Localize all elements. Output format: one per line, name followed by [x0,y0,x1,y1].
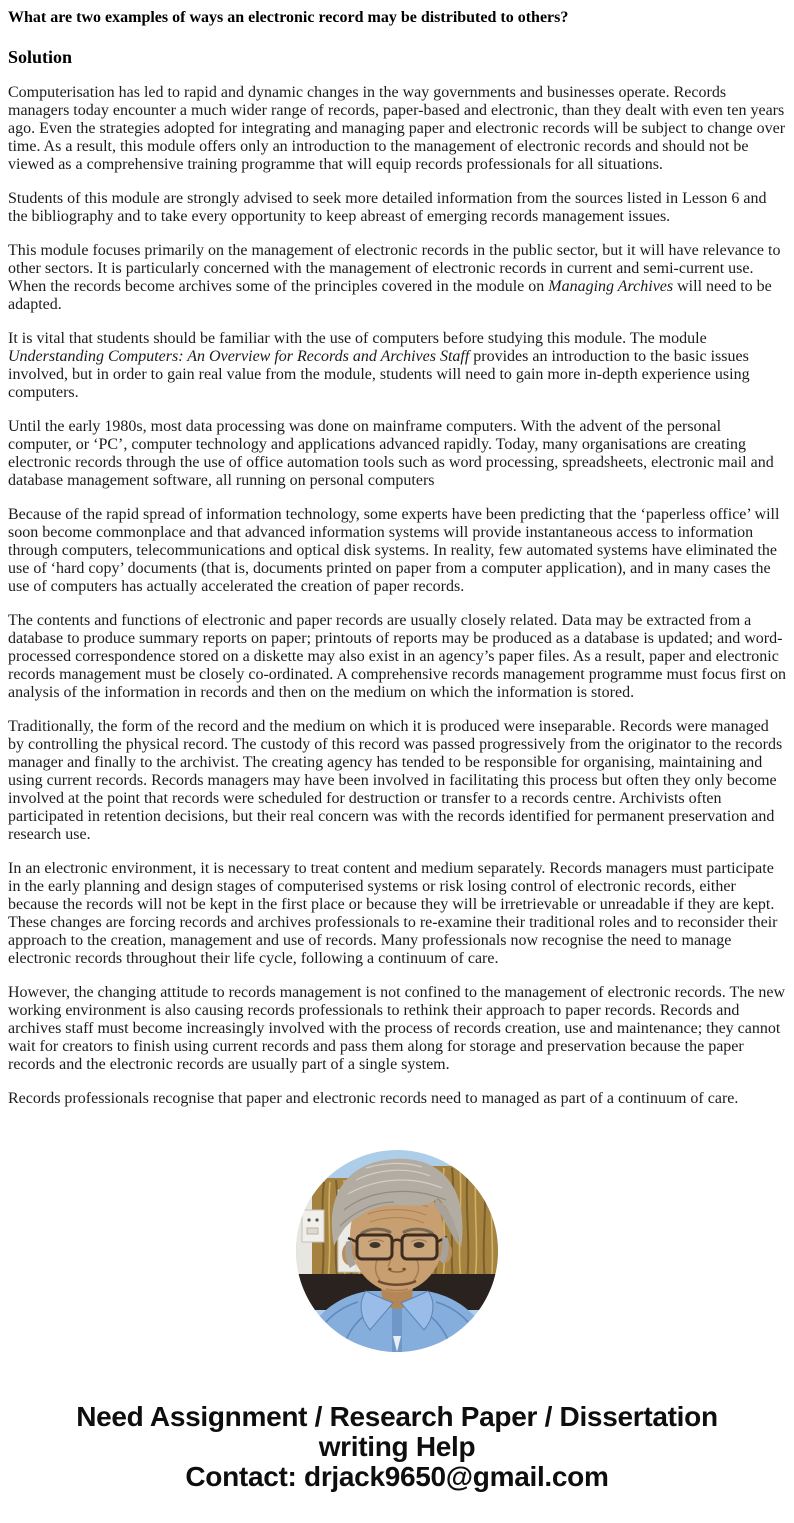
portrait-photo [8,1150,786,1352]
help-banner [8,1402,786,1492]
paragraph-10: However, the changing attitude to records management is not confined to the management of electronic records. The new working environment is also causing records professionals to rethink their approach to paper records. Records and archives staff must become increasingly involved with the process of records creation, use and maintenance; they cannot wait for creators to finish using current records and pass them along for storage and preservation because the paper records and the electronic records are usually part of a single system. [8,984,786,1073]
banner-line-1: Need Assignment / Research Paper / Dissertation [76,1401,718,1432]
contact-line: Contact: drjack9650@gmail.com [185,1461,609,1492]
solution-heading: Solution [8,47,73,67]
paragraph-4 [8,330,786,402]
paragraph-3 [8,242,786,314]
text-run: It is vital that students should be familiar with the use of computers before studying this module. The module [8,330,707,347]
italic-module-title: Understanding Computers: An Overview for Records and Archives Staff [8,348,470,365]
question-title: What are two examples of ways an electronic record may be distributed to others? [8,9,569,26]
paragraph-2: Students of this module are strongly advised to seek more detailed information from the sources listed in Lesson 6 and the bibliography and to take every opportunity to keep abreast of emerging records management issues. [8,190,767,225]
portrait-photo-image [296,1150,498,1352]
paragraph-6: Because of the rapid spread of information technology, some experts have been predicting that the ‘paperless office’ will soon become commonplace and that advanced information systems will provide instantaneous access to information through computers, telecommunications and optical disk systems. In reality, few automated systems have eliminated the use of ‘hard copy’ documents (that is, documents printed on paper from a computer application), and in many cases the use of computers has actually accelerated the creation of paper records. [8,506,780,595]
paragraph-11: Records professionals recognise that paper and electronic records need to managed as part of a continuum of care. [8,1090,739,1107]
italic-module-title: Managing Archives [548,278,674,295]
photo-socket [302,1210,324,1242]
paragraph-1: Computerisation has led to rapid and dynamic changes in the way governments and businesses operate. Records managers today encounter a much wider range of records, paper-based and electronic, than they dealt with even ten years ago. Even the strategies adopted for integrating and managing paper and electronic records will be subject to change over time. As a result, this module offers only an introduction to the management of electronic records and should not be viewed as a comprehensive training programme that will equip records professionals for all situations. [8,84,786,173]
article-body [8,84,786,1108]
text-run: provides an introduction to the basic issues involved, but in order to gain real value from the module, students will need to gain more in-depth experience using computers. [8,348,750,401]
banner-line-2: writing Help [318,1431,476,1462]
text-run: This module focuses primarily on the management of electronic records in the public sector, but it will have relevance to other sectors. It is particularly concerned with the management of electronic records in current and semi-current use. When the records become archives some of the principles covered in the module on [8,242,781,295]
paragraph-9: In an electronic environment, it is necessary to treat content and medium separately. Records managers must participate in the early planning and design stages of computerised systems or risk losing control of electronic records, either because the records will not be kept in the first place or because they will be irretrievable or unreadable if they are kept. These changes are forcing records and archives professionals to re-examine their traditional roles and to reconsider their approach to the creation, management and use of records. Many professionals now recognise the need to manage electronic records throughout their life cycle, following a continuum of care. [8,860,778,967]
paragraph-8: Traditionally, the form of the record and the medium on which it is produced were inseparable. Records were managed by controlling the physical record. The custody of this record was passed progressively from the originator to the records manager and finally to the archivist. The creating agency has tended to be responsible for organising, maintaining and using current records. Records managers may have been involved in facilitating this process but often they only become involved at the point that records were scheduled for destruction or transfer to a records centre. Archivists often participated in retention decisions, but their real concern was with the records identified for permanent preservation and research use. [8,718,783,843]
paragraph-7: The contents and functions of electronic and paper records are usually closely related. Data may be extracted from a database to produce summary reports on paper; printouts of reports may be produced as a database is updated; and word-processed correspondence stored on a diskette may also exist in an agency’s paper files. As a result, paper and electronic records management must be closely co-ordinated. A comprehensive records management programme must focus first on analysis of the information in records and then on the medium on which the information is stored. [8,612,786,701]
paragraph-5: Until the early 1980s, most data processing was done on mainframe computers. With the advent of the personal computer, or ‘PC’, computer technology and applications advanced rapidly. Today, many organisations are creating electronic records through the use of office automation tools such as word processing, spreadsheets, electronic mail and database management software, all running on personal computers [8,418,774,489]
text-run: will need to be adapted. [8,278,772,313]
